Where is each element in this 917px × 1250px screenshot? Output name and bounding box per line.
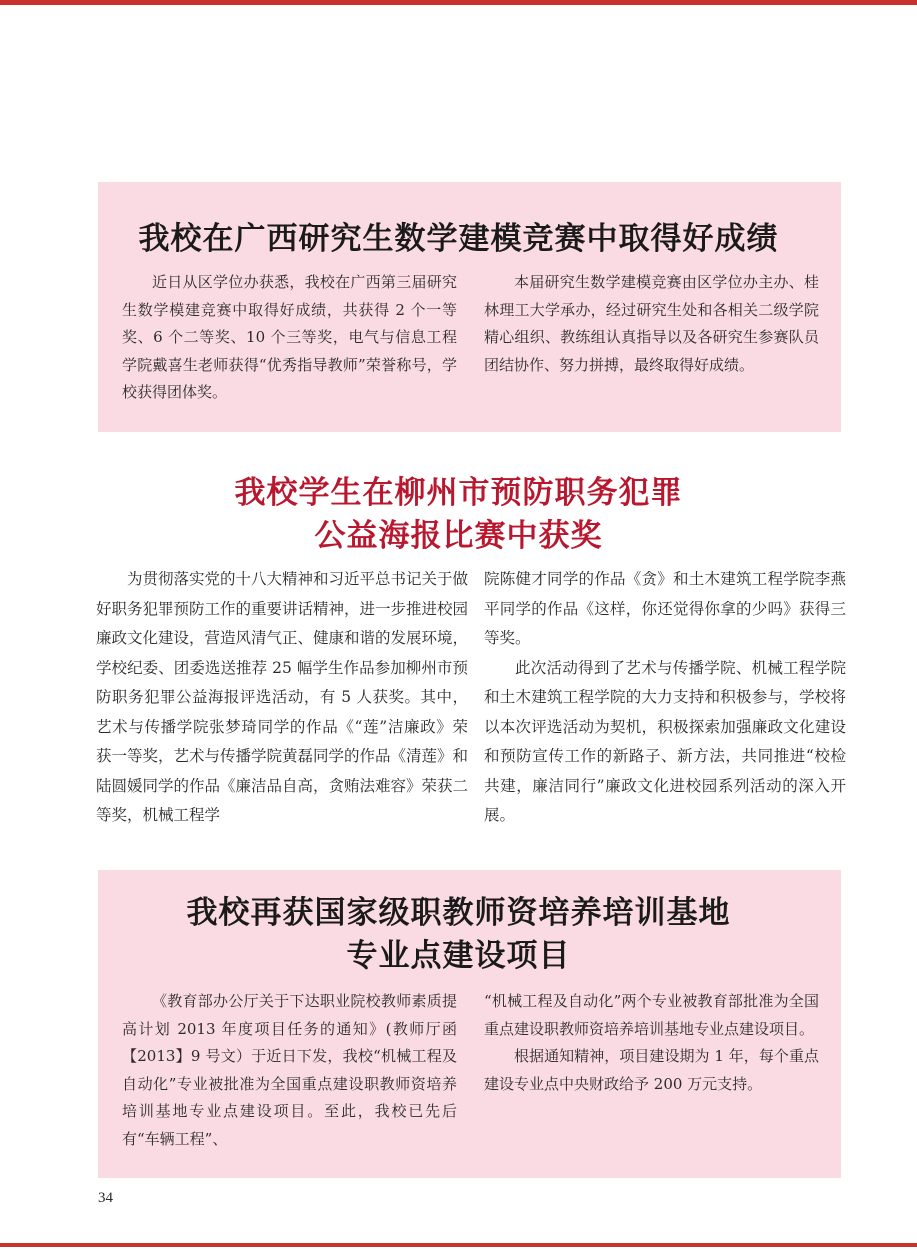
page-number: 34 <box>98 1190 113 1206</box>
article-3-title-line: 我校再获国家级职教师资培养培训基地 <box>186 895 731 931</box>
paragraph: 此次活动得到了艺术与传播学院、机械工程学院和土木建筑工程学院的大力支持和积极参与，学校将以本次评选活动为契机，积极探索加强廉政文化建设和预防宣传工作的新路子、新方法，共同推进“校检共建，廉洁同行”廉政文化进校园系列活动的深入开展。 <box>484 658 846 824</box>
article-1-right-column <box>484 269 819 379</box>
paragraph: 根据通知精神，项目建设期为 1 年，每个重点建设专业点中央财政给予 200 万元支持。 <box>484 1047 819 1093</box>
article-1-title-line: 我校在广西研究生数学建模竞赛中取得好成绩 <box>138 221 779 257</box>
bottom-rule <box>0 1243 917 1247</box>
article-3-title-line: 专业点建设项目 <box>346 938 571 974</box>
article-2-title-line: 我校学生在柳州市预防职务犯罪 <box>234 475 683 511</box>
article-1-left-column <box>122 269 457 407</box>
paragraph: 为贯彻落实党的十八大精神和习近平总书记关于做好职务犯罪预防工作的重要讲话精神，进一步推进校园廉政文化建设，营造风清气正、健康和谐的发展环境，学校纪委、团委选送推荐 25 幅学生作品参加柳州市预防职务犯罪公益海报评选活动，有 5 人获奖。其中，艺术与传播学院张梦琦同学的作品《“莲”洁廉政》荣获一等奖，艺术与传播学院黄磊同学的作品《清莲》和陆圆媛同学的作品《廉洁品自高，贪贿法难容》荣获二等奖，机械工程学 <box>96 570 469 824</box>
article-3-right-column <box>484 988 819 1098</box>
paragraph: “机械工程及自动化”两个专业被教育部批准为全国重点建设职教师资培养培训基地专业点建设项目。 <box>484 992 819 1038</box>
article-2-right-column <box>484 565 846 831</box>
article-2-title-line: 公益海报比赛中获奖 <box>314 518 603 554</box>
article-1-title <box>0 213 917 258</box>
top-rule <box>0 0 917 5</box>
article-3-left-column <box>122 988 457 1154</box>
paragraph: 近日从区学位办获悉，我校在广西第三届研究生数学模建竞赛中取得好成绩，共获得 2 个一等奖、6 个二等奖、10 个三等奖，电气与信息工程学院戴喜生老师获得“优秀指导教师”荣誉称号，学校获得团体奖。 <box>122 273 457 402</box>
paragraph: 院陈健才同学的作品《贪》和土木建筑工程学院李燕平同学的作品《这样，你还觉得你拿的少吗》获得三等奖。 <box>484 570 846 647</box>
article-2-left-column <box>96 565 468 831</box>
paragraph: 本届研究生数学建模竞赛由区学位办主办、桂林理工大学承办，经过研究生处和各相关二级学院精心组织、教练组认真指导以及各研究生参赛队员团结协作、努力拼搏，最终取得好成绩。 <box>484 273 819 374</box>
article-2-title <box>0 472 917 558</box>
paragraph: 《教育部办公厅关于下达职业院校教师素质提高计划 2013 年度项目任务的通知》(教师厅函【2013】9 号文）于近日下发，我校“机械工程及自动化”专业被批准为全国重点建设职教师资培养培训基地专业点建设项目。至此，我校已先后有“车辆工程”、 <box>122 992 457 1148</box>
article-3-title <box>0 892 917 978</box>
